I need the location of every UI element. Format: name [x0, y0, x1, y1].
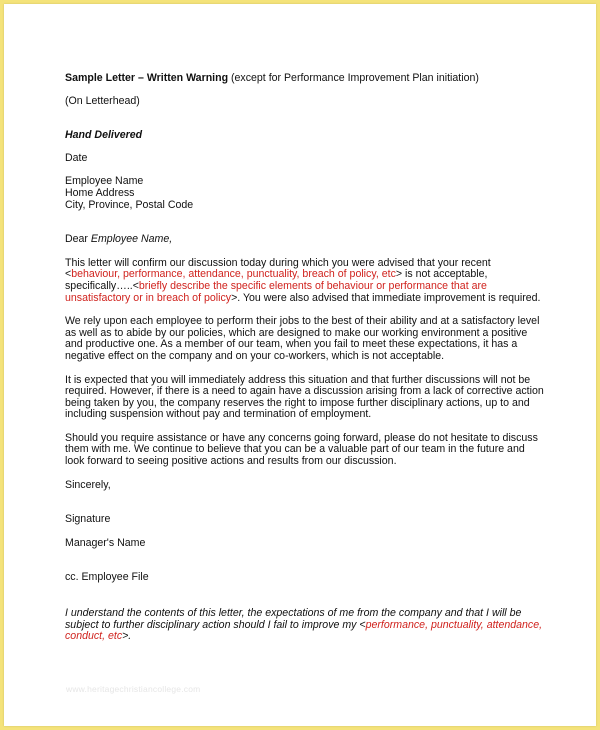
para1-text-c: > is not acceptable, specifically…..< [65, 268, 488, 292]
salutation-name: Employee Name, [90, 233, 173, 246]
recipient-address [65, 176, 545, 211]
letter-title-rest: (except for Performance Improvement Plan initiation) [228, 72, 479, 84]
ack-text-c: >. [122, 630, 132, 643]
cc-line: cc. Employee File [65, 571, 149, 584]
date-line: Date [65, 151, 88, 164]
closing: Sincerely, [65, 478, 111, 491]
address-line: City, Province, Postal Code [65, 198, 194, 211]
para1-text-a: This letter will confirm our discussion today during which you were advised that your recent < [65, 256, 491, 281]
on-letterhead: (On Letterhead) [65, 94, 140, 107]
para1-placeholder-describe: briefly describe the specific elements of behaviour or performance that are unsatisfactory or in breach of policy [65, 279, 487, 304]
para1-placeholder-behaviour: behaviour, performance, attendance, punctuality, breach of policy, etc [71, 268, 396, 281]
ack-text-a: I understand the contents of this letter, the expectations of me from the company and that I will be subject to further disciplinary action should I fail to improve my < [65, 607, 522, 631]
address-line: Home Address [65, 186, 135, 199]
paragraph-4: Should you require assistance or have any concerns going forward, please do not hesitate to discuss them with me. We continue to believe that you can be a valuable part of our team in the future and look forward to seeing positive actions and results from our discussion. [65, 431, 538, 468]
letter-title-bold: Sample Letter – Written Warning [65, 72, 229, 84]
letter-body [65, 73, 545, 643]
paragraph-3: It is expected that you will immediately address this situation and that further discussions will not be required. However, if there is a need to again have a discussion arising from a lack of corrective action being taken by you, the company reserves the right to impose further disciplinary actions, up to and including suspension without pay and termination of employment. [65, 373, 544, 421]
letter-title [65, 73, 545, 85]
document-page [4, 4, 596, 726]
watermark: www.heritagechristiancollege.com [66, 684, 201, 694]
salutation [65, 234, 545, 246]
paragraph-1 [65, 258, 545, 304]
hand-delivered: Hand Delivered [65, 129, 143, 142]
ack-placeholder: performance, punctuality, attendance, conduct, etc [65, 618, 543, 643]
managers-name: Manager's Name [65, 536, 146, 549]
acknowledgement [65, 608, 545, 643]
address-line: Employee Name [65, 175, 144, 188]
signature-line: Signature [65, 513, 111, 526]
salutation-prefix: Dear [65, 233, 91, 246]
para1-text-e: >. You were also advised that immediate improvement is required. [231, 291, 541, 304]
paragraph-2: We rely upon each employee to perform their jobs to the best of their ability and at a satisfactory level as well as to abide by our policies, which are designed to make our working environment a positive and productive one. As a member of our team, when you fail to meet these expectations, it has a negative effect on the company and on your co-workers, which is not acceptable. [65, 315, 540, 362]
